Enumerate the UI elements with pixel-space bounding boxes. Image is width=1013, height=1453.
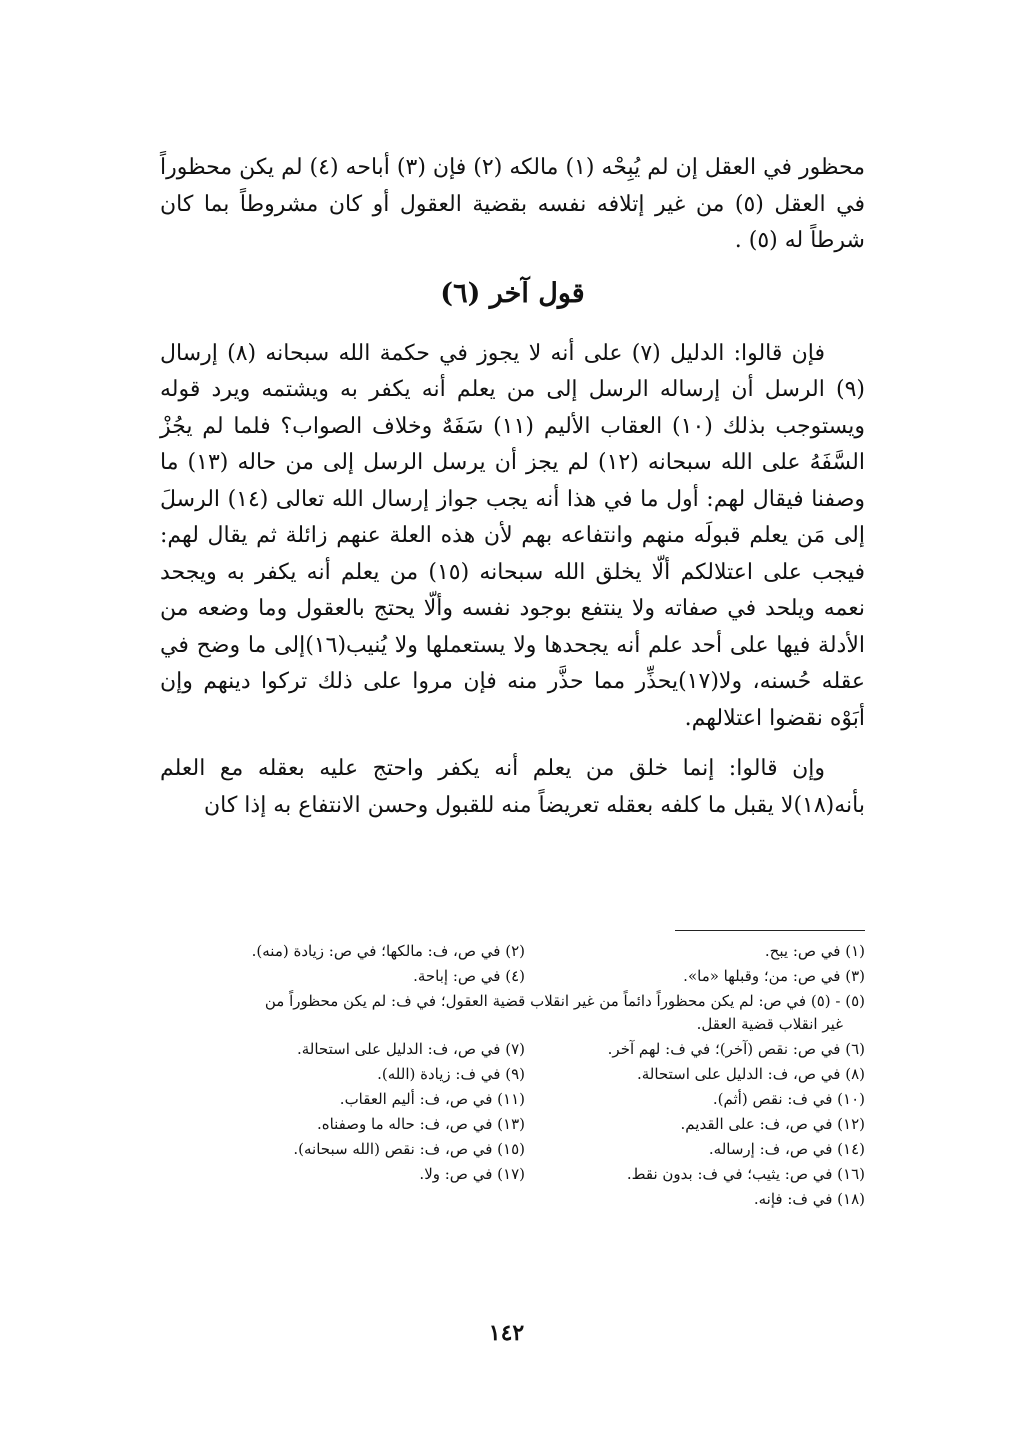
footnote-7: (٧) في ص، ف: الدليل على استحالة. <box>296 1040 525 1058</box>
paragraph-1: محظور في العقل إن لم يُبِحْه (١) مالكه (٢) فإن (٣) أباحه (٤) لم يكن محظوراً في العقل (٥) من غير إتلافه نفسه بقضية العقول أو كان مشروطاً بما كان شرطاً له (٥) . <box>160 155 865 253</box>
footnote-divider <box>675 930 865 931</box>
footnote-row <box>160 1188 865 1211</box>
footnote-14: (١٤) في ص، ف: إرساله. <box>708 1140 865 1158</box>
footnote-12: (١٢) في ص، ف: على القديم. <box>680 1115 865 1133</box>
footnotes <box>160 940 865 1213</box>
footnote-1: (١) في ص: يبح. <box>764 942 865 960</box>
footnote-row <box>160 1138 865 1161</box>
footnote-row <box>160 1088 865 1111</box>
footnote-2: (٢) في ص، ف: مالكها؛ في ص: زيادة (منه). <box>251 942 525 960</box>
section-heading: قول آخر (٦) <box>440 277 585 309</box>
footnote-10: (١٠) في ف: نقص (أثم). <box>712 1090 865 1108</box>
footnote-4: (٤) في ص: إباحة. <box>413 967 525 985</box>
footnote-17: (١٧) في ص: ولا. <box>419 1165 525 1183</box>
footnote-8: (٨) في ص، ف: الدليل على استحالة. <box>636 1065 865 1083</box>
footnote-row <box>160 1063 865 1086</box>
footnote-5 <box>160 990 865 1036</box>
page-number: ١٤٢ <box>488 1320 525 1346</box>
footnote-3: (٣) في ص: من؛ وقبلها «ما». <box>683 967 865 985</box>
footnote-row <box>160 965 865 988</box>
main-text <box>160 150 865 824</box>
footnote-9: (٩) في ف: زيادة (الله). <box>377 1065 525 1083</box>
footnote-row <box>160 1038 865 1061</box>
footnote-5-line-1: (٥) - (٥) في ص: لم يكن محظوراً دائماً من غير انقلاب قضية العقول؛ في ف: لم يكن محظوراً من <box>264 992 865 1010</box>
footnote-row <box>160 1113 865 1136</box>
footnote-11: (١١) في ص، ف: أليم العقاب. <box>339 1090 525 1108</box>
paragraph-2: فإن قالوا: الدليل (٧) على أنه لا يجوز في حكمة الله سبحانه (٨) إرسال (٩) الرسل أن إرساله الرسل إلى من يعلم أنه يكفر به ويشتمه ويرد قوله ويستوجب بذلك (١٠) العقاب الأليم (١١) سَفَهٌ وخلاف الصواب؟ فلما لم يجُزْ السَّفَهُ على الله سبحانه (١٢) لم يجز أن يرسل الرسل إلى من حاله (١٣) ما وصفنا فيقال لهم: أول ما في هذا أنه يجب جواز إرسال الله تعالى (١٤) الرسلَ إلى مَن يعلم قبولَه منهم وانتفاعه بهم لأن هذه العلة عنهم زائلة ثم يقال لهم: فيجب على اعتلالكم ألّا يخلق الله سبحانه (١٥) من يعلم أنه يكفر به ويجحد نعمه ويلحد في صفاته ولا ينتفع بوجود نفسه وألّا يحتج بالعقول وما وضعه من الأدلة فيها على أحد علم أنه يجحدها ولا يستعملها ولا يُنيب(١٦)إلى ما وضح في عقله حُسنه، ولا(١٧)يحذِّر مما حذَّر منه فإن مروا على ذلك تركوا دينهم وإن أبَوْه نقضوا اعتلالهم. <box>160 340 866 731</box>
footnote-15: (١٥) في ص، ف: نقص (الله سبحانه). <box>293 1140 525 1158</box>
footnote-18: (١٨) في ف: فإنه. <box>753 1190 865 1208</box>
footnote-6: (٦) في ص: نقص (آخر)؛ في ف: لهم آخر. <box>607 1040 865 1058</box>
footnote-16: (١٦) في ص: يثيب؛ في ف: بدون نقط. <box>626 1165 865 1183</box>
footnote-13: (١٣) في ص، ف: حاله ما وصفناه. <box>316 1115 525 1133</box>
footnote-row <box>160 940 865 963</box>
footnote-row <box>160 1163 865 1186</box>
paragraph-3: وإن قالوا: إنما خلق من يعلم أنه يكفر واحتج عليه بعقله مع العلم بأنه(١٨)لا يقبل ما كلفه بعقله تعريضاً منه للقبول وحسن الانتفاع به إذا كان <box>160 756 865 818</box>
footnote-5-line-2: غير انقلاب قضية العقل. <box>696 1015 843 1033</box>
